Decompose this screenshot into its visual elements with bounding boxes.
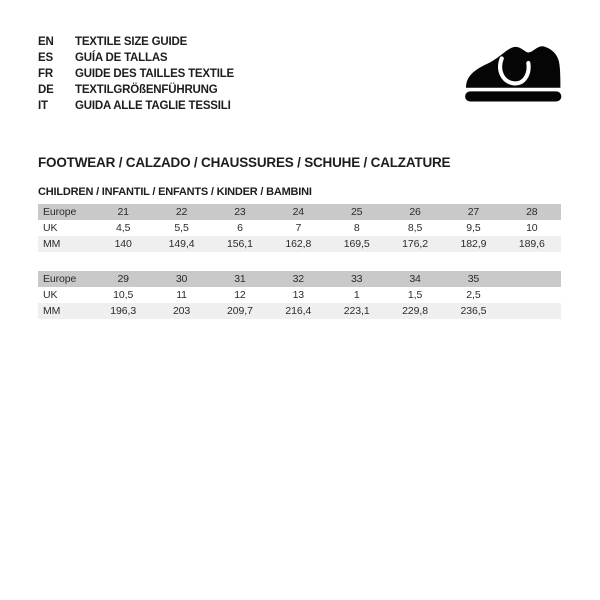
- language-code: ES: [38, 52, 53, 64]
- size-cell: 176,2: [402, 238, 428, 250]
- language-row: [38, 82, 234, 98]
- size-cell: 22: [175, 206, 188, 218]
- size-cell: 21: [117, 206, 129, 218]
- language-title: TEXTILGRÖßENFÜHRUNG: [75, 84, 218, 96]
- row-label: UK: [43, 289, 58, 301]
- size-cell: 10: [526, 222, 538, 234]
- size-cell: 7: [295, 222, 302, 234]
- language-row: [38, 50, 234, 66]
- size-table-row: [38, 271, 561, 287]
- size-cell: 30: [175, 273, 188, 285]
- size-cell: 189,6: [518, 238, 545, 250]
- row-label: Europe: [43, 273, 77, 285]
- size-cell: 24: [292, 206, 305, 218]
- size-cell: 28: [526, 206, 538, 218]
- children-shoe-icon: [453, 41, 567, 107]
- size-cell: 33: [350, 273, 363, 285]
- size-cell: 6: [237, 222, 243, 234]
- size-table-row: [38, 236, 561, 252]
- size-cell: 5,5: [174, 222, 189, 234]
- size-cell: 1: [353, 289, 360, 301]
- size-cell: 223,1: [343, 305, 370, 317]
- size-cell: 25: [350, 206, 363, 218]
- size-cell: 169,5: [343, 238, 370, 250]
- size-table-row: [38, 303, 561, 319]
- size-cell: 34: [409, 273, 421, 285]
- size-table-row: [38, 204, 561, 220]
- section-subtitle: CHILDREN / INFANTIL / ENFANTS / KINDER / BAMBINI: [38, 186, 312, 198]
- size-table-row: [38, 287, 561, 303]
- size-cell: 31: [234, 273, 246, 285]
- size-cell: 162,8: [285, 238, 312, 250]
- size-cell: 10,5: [113, 289, 134, 301]
- language-title: GUIDE DES TAILLES TEXTILE: [75, 68, 234, 80]
- size-cell: 11: [176, 289, 187, 301]
- row-label: MM: [43, 305, 61, 317]
- size-cell: 196,3: [110, 305, 137, 317]
- size-cell: 32: [292, 273, 305, 285]
- language-title: GUIDA ALLE TAGLIE TESSILI: [75, 100, 231, 112]
- size-cell: 203: [172, 305, 191, 317]
- size-cell: 35: [467, 273, 480, 285]
- row-label: Europe: [43, 206, 77, 218]
- row-label: UK: [43, 222, 58, 234]
- language-row: [38, 66, 234, 82]
- size-table-row: [38, 220, 561, 236]
- size-cell: 182,9: [460, 238, 487, 250]
- language-code: IT: [38, 100, 48, 112]
- language-title: TEXTILE SIZE GUIDE: [75, 36, 188, 48]
- size-cell: 236,5: [460, 305, 487, 317]
- language-code: DE: [38, 84, 54, 96]
- size-cell: 149,4: [168, 238, 195, 250]
- language-code: FR: [38, 68, 53, 80]
- language-code: EN: [38, 36, 54, 48]
- size-cell: 26: [409, 206, 421, 218]
- size-cell: 12: [234, 289, 246, 301]
- size-table: [38, 271, 561, 319]
- size-cell: 23: [234, 206, 246, 218]
- size-cell: 9,5: [466, 222, 481, 234]
- size-cell: 8,5: [407, 222, 423, 234]
- size-cell: 140: [114, 238, 132, 250]
- size-table: [38, 204, 561, 252]
- size-cell: 216,4: [285, 305, 312, 317]
- section-title: FOOTWEAR / CALZADO / CHAUSSURES / SCHUHE / CALZATURE: [38, 155, 451, 170]
- language-header: [38, 34, 234, 114]
- size-cell: 8: [353, 222, 360, 234]
- language-row: [38, 34, 234, 50]
- size-tables: [38, 204, 561, 319]
- size-cell: 156,1: [227, 238, 253, 250]
- size-cell: 2,5: [466, 289, 481, 301]
- size-cell: 209,7: [227, 305, 253, 317]
- size-cell: 1,5: [407, 289, 423, 301]
- row-label: MM: [43, 238, 61, 250]
- language-row: [38, 98, 234, 114]
- size-cell: 4,5: [116, 222, 131, 234]
- size-cell: 229,8: [402, 305, 428, 317]
- size-cell: 13: [292, 289, 305, 301]
- size-cell: 27: [467, 206, 480, 218]
- size-cell: 29: [117, 273, 129, 285]
- language-title: GUÍA DE TALLAS: [75, 52, 168, 64]
